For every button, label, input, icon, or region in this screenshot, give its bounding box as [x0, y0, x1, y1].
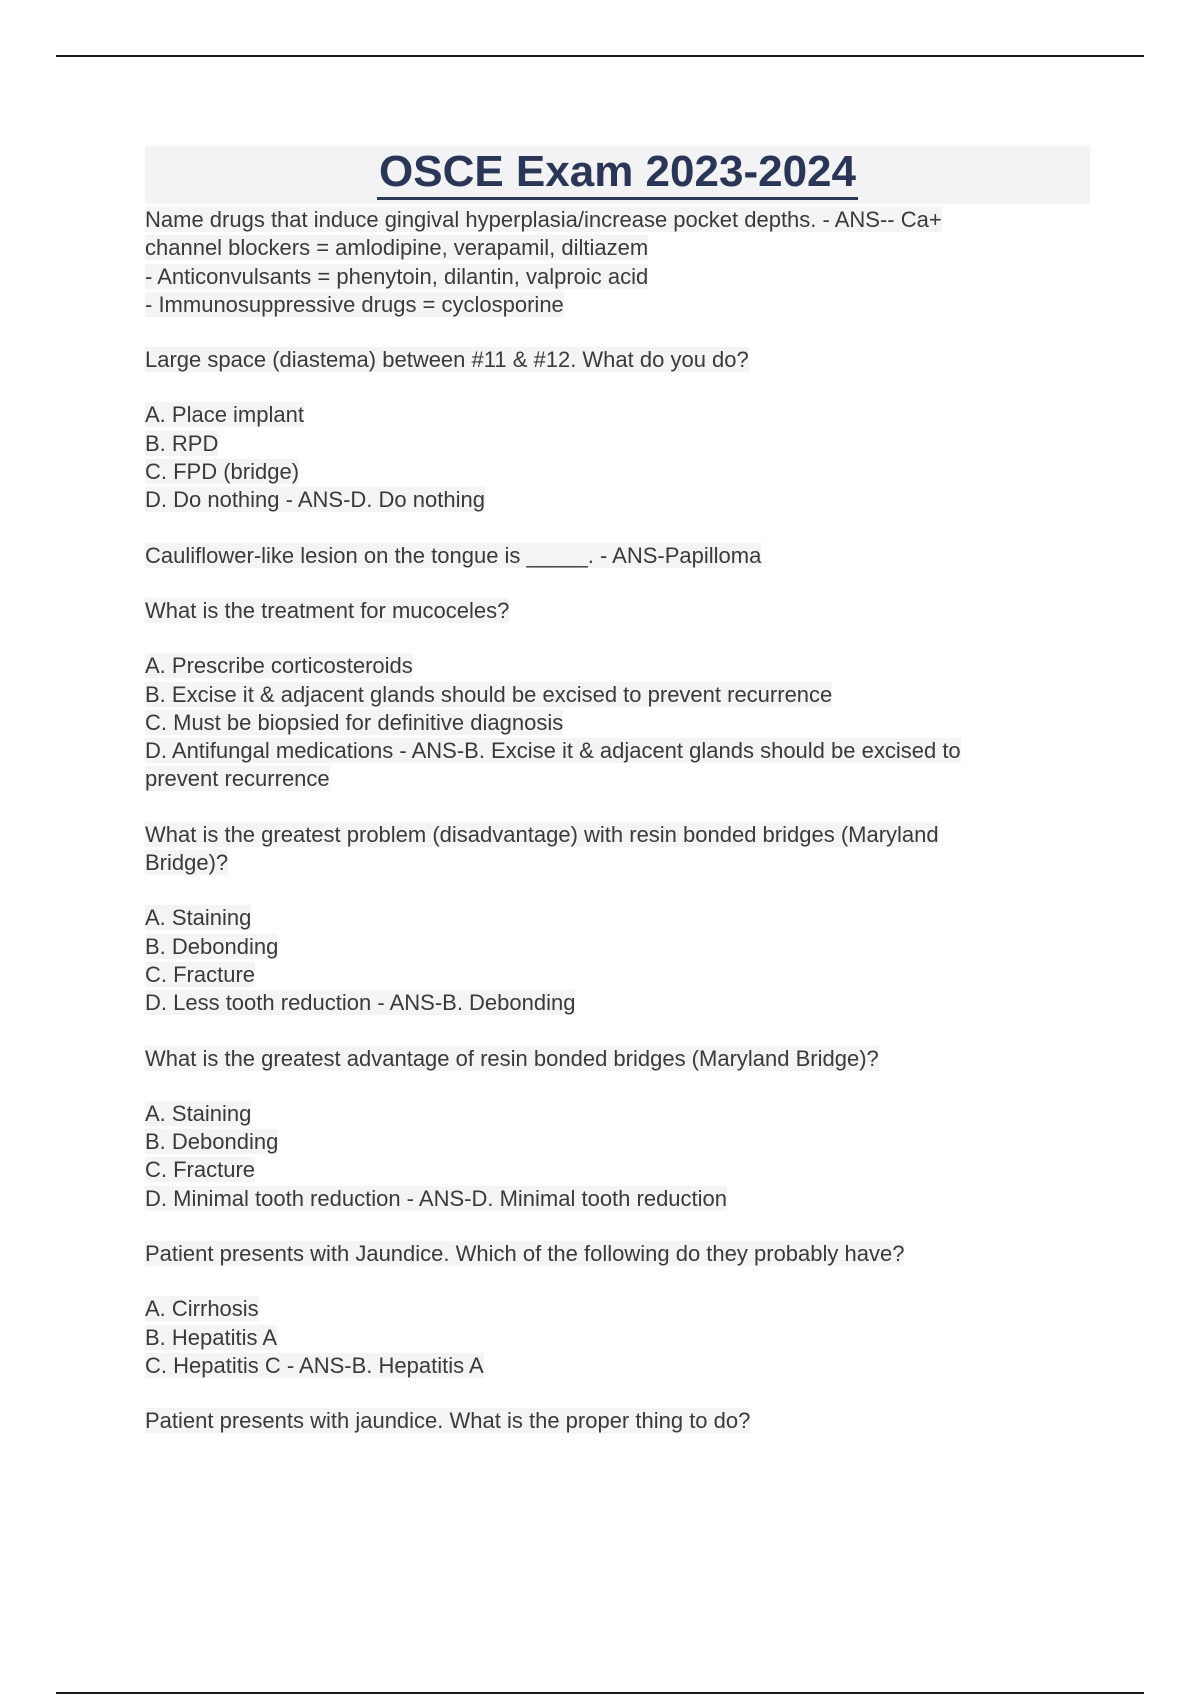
text-line — [145, 709, 1090, 737]
paragraph-gap — [145, 319, 1090, 346]
text-line-content: C. Fracture — [145, 1157, 256, 1183]
text-line-content: prevent recurrence — [145, 766, 330, 792]
text-line-content: C. Hepatitis C - ANS-B. Hepatitis A — [145, 1352, 484, 1378]
text-line — [145, 989, 1090, 1017]
text-line — [145, 1407, 1090, 1435]
text-line-content: A. Place implant — [145, 402, 304, 428]
text-line-content: Name drugs that induce gingival hyperplasia/increase pocket depths. - ANS-- Ca+ — [145, 207, 942, 232]
paragraph — [145, 1407, 1090, 1435]
text-line — [145, 458, 1090, 486]
paragraph-gap — [145, 625, 1090, 652]
text-line-content: channel blockers = amlodipine, verapamil, diltiazem — [145, 235, 649, 261]
text-line-content: What is the treatment for mucoceles? — [145, 597, 510, 623]
paragraph — [145, 904, 1090, 1017]
text-line — [145, 1128, 1090, 1156]
text-line-content: B. Hepatitis A — [145, 1324, 278, 1350]
header-rule — [56, 55, 1144, 57]
text-line-content: A. Staining — [145, 1100, 252, 1126]
text-line-content: A. Staining — [145, 905, 252, 931]
paragraph — [145, 597, 1090, 625]
text-line-content: Large space (diastema) between #11 & #12. What do you do? — [145, 347, 749, 373]
paragraph — [145, 401, 1090, 514]
text-line — [145, 1185, 1090, 1213]
text-line — [145, 737, 1090, 765]
text-line — [145, 1100, 1090, 1128]
text-line — [145, 206, 1090, 234]
paragraph — [145, 1045, 1090, 1073]
text-line-content: B. Debonding — [145, 1129, 279, 1155]
text-line-content: Patient presents with Jaundice. Which of the following do they probably have? — [145, 1241, 905, 1267]
text-line — [145, 291, 1090, 319]
text-line-content: D. Antifungal medications - ANS-B. Excise it & adjacent glands should be excised to — [145, 738, 961, 764]
text-line — [145, 681, 1090, 709]
paragraph-gap — [145, 1268, 1090, 1295]
text-line-content: What is the greatest problem (disadvantage) with resin bonded bridges (Maryland — [145, 821, 939, 847]
text-line — [145, 1045, 1090, 1073]
paragraph — [145, 1295, 1090, 1380]
text-line — [145, 821, 1090, 849]
title-band — [145, 146, 1090, 204]
text-line — [145, 486, 1090, 514]
paragraph — [145, 542, 1090, 570]
text-line-content: C. FPD (bridge) — [145, 459, 300, 485]
text-line-content: - Immunosuppressive drugs = cyclosporine — [145, 291, 564, 317]
text-line-content: - Anticonvulsants = phenytoin, dilantin, valproic acid — [145, 263, 649, 289]
text-line — [145, 1324, 1090, 1352]
paragraph-gap — [145, 1018, 1090, 1045]
paragraph — [145, 346, 1090, 374]
text-line — [145, 1352, 1090, 1380]
text-line-content: What is the greatest advantage of resin bonded bridges (Maryland Bridge)? — [145, 1045, 879, 1071]
paragraph — [145, 1100, 1090, 1213]
paragraph — [145, 652, 1090, 793]
qa-content — [145, 206, 1090, 1436]
text-line — [145, 765, 1090, 793]
text-line-content: A. Prescribe corticosteroids — [145, 653, 413, 679]
text-line-content: B. RPD — [145, 430, 219, 456]
paragraph-gap — [145, 877, 1090, 904]
text-line — [145, 849, 1090, 877]
text-line-content: B. Debonding — [145, 933, 279, 959]
text-line — [145, 1295, 1090, 1323]
text-line — [145, 234, 1090, 262]
text-line-content: Cauliflower-like lesion on the tongue is _____. - ANS-Papilloma — [145, 542, 762, 568]
text-line — [145, 346, 1090, 374]
text-line — [145, 430, 1090, 458]
paragraph — [145, 1240, 1090, 1268]
paragraph-gap — [145, 570, 1090, 597]
text-line-content: D. Less tooth reduction - ANS-B. Debonding — [145, 990, 576, 1016]
text-line — [145, 597, 1090, 625]
text-line-content: Bridge)? — [145, 850, 229, 876]
text-line — [145, 652, 1090, 680]
paragraph — [145, 821, 1090, 878]
text-line-content: B. Excise it & adjacent glands should be excised to prevent recurrence — [145, 681, 833, 707]
footer-rule — [56, 1692, 1144, 1694]
text-line — [145, 401, 1090, 429]
document-body — [145, 146, 1090, 1436]
paragraph-gap — [145, 374, 1090, 401]
paragraph-gap — [145, 1213, 1090, 1240]
text-line-content: D. Do nothing - ANS-D. Do nothing — [145, 487, 485, 513]
paragraph-gap — [145, 794, 1090, 821]
paragraph-gap — [145, 1380, 1090, 1407]
text-line-content: D. Minimal tooth reduction - ANS-D. Minimal tooth reduction — [145, 1185, 728, 1211]
text-line-content: C. Must be biopsied for definitive diagnosis — [145, 709, 564, 735]
paragraph — [145, 206, 1090, 319]
text-line-content: C. Fracture — [145, 961, 256, 987]
text-line — [145, 263, 1090, 291]
document-title: OSCE Exam 2023-2024 — [377, 147, 858, 200]
paragraph-gap — [145, 515, 1090, 542]
text-line-content: Patient presents with jaundice. What is the proper thing to do? — [145, 1408, 751, 1434]
text-line — [145, 904, 1090, 932]
text-line — [145, 542, 1090, 570]
text-line — [145, 933, 1090, 961]
text-line-content: A. Cirrhosis — [145, 1296, 259, 1322]
text-line — [145, 1156, 1090, 1184]
text-line — [145, 961, 1090, 989]
paragraph-gap — [145, 1073, 1090, 1100]
text-line — [145, 1240, 1090, 1268]
